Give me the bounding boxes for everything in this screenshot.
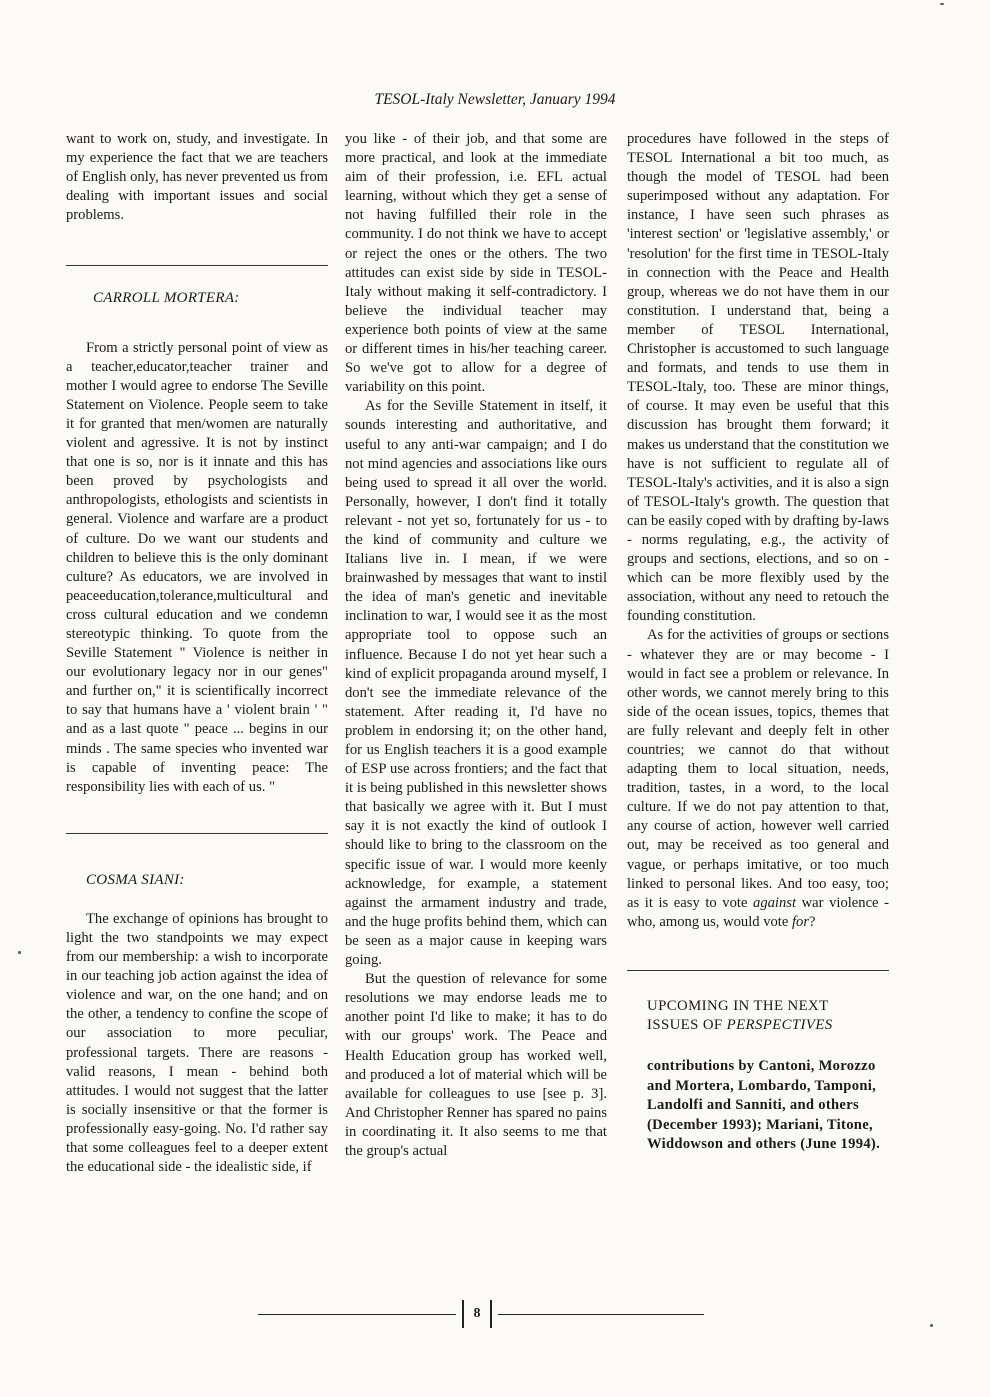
section-divider	[66, 265, 328, 266]
paragraph: As for the Seville Statement in itself, it sounds interesting and authoritative, and useful to any anti-war campaign; and I do not mind agencies and associations like ours being used to spread it all over the world. Personally, however, I don't find it totally relevant - not yet so, fortunately for us - to the kind of community and culture we Italians live in. I mean, if we were brainwashed by messages that want to instil the idea of man's genetic and inevitable inclination to war, I would see it as the most appropriate tool to oppose such an influence. Because I do not yet hear such a kind of explicit propaganda around myself, I don't see the immediate relevance of the statement. After reading it, I'd have no problem in endorsing it; on the other hand, for us English teachers it is a good example of ESP use across frontiers; and the fact that it is being published in this newsletter shows that basically we agree with it. But I must say it is not exactly the kind of outlook I should like to bring to the classroom on the specific issue of war. I would more keenly acknowledge, for example, a statement against the armament industry and trade, and the huge profits behind them, which can be seen as a major cause in keeping wars going.	[345, 398, 607, 969]
upcoming-line: UPCOMING IN THE NEXT	[647, 997, 829, 1014]
paragraph: procedures have followed in the steps of TESOL International a bit too much, as though the model of TESOL had been superimposed without any adaptation. For instance, I have seen such phrases as 'interest section' or 'legislative assembly,' or 'resolution' for the first time in TESOL-Italy in connection with the Peace and Health group, whereas we do not have them in our constitution. I understand that, being a member of TESOL International, Christopher is accustomed to such language and formats, and tends to use them in TESOL-Italy, too. These are minor things, of course. It may even be useful that this discussion has brought them forward; it makes us understand that the constitution we have is not sufficient to regulate all of TESOL-Italy's activities, and it is also a sign of TESOL-Italy's growth. The question that can be easily coped with by drafting by-laws - norms regulating, e.g., the activity of groups and sections, elections, and so on - which can be more flexibly used by the association, without any need to retouch the founding constitution.	[627, 131, 889, 625]
column-2	[345, 130, 607, 1161]
author-heading-siani: COSMA SIANI:	[86, 871, 185, 888]
column-1	[66, 130, 328, 1177]
newsletter-header: TESOL-Italy Newsletter, January 1994	[374, 91, 616, 108]
emphasis-text: for	[792, 913, 810, 930]
paragraph-text: ?	[809, 913, 816, 930]
scan-speck	[930, 1324, 933, 1327]
section-divider	[66, 833, 328, 834]
section-divider	[627, 970, 889, 971]
paragraph: The exchange of opinions has brought to light the two standpoints we may expect from our membership: a wish to incorporate in our teaching job action against the idea of violence and war, on the one hand; and on the other, a tendency to confine the scope of our association to more peculiar, professional targets. There are reasons - valid reasons, I mean - behind both attitudes. I would not suggest that the latter is socially insensitive or that the former is professionally easy-going. No. I'd rather say that some colleagues feel to a deeper extent the educational side - the idealistic side, if	[66, 910, 328, 1176]
column-3	[627, 130, 889, 1155]
paragraph: But the question of relevance for some resolutions we may endorse leads me to another point I'd like to make; it has to do with our groups' work. The Peace and Health Education group has worked well, and produced a lot of material which will be available for colleagues to use [see p. 3]. And Christopher Renner has spared no pains in coordinating it. It also seems to me that the group's actual	[345, 971, 607, 1159]
footer-rule-left	[258, 1314, 456, 1315]
paragraph: want to work on, study, and investigate. In my experience the fact that we are teachers of English only, has never prevented us from dealing with important issues and social problems.	[66, 131, 328, 224]
publication-title: PERSPECTIVES	[726, 1016, 833, 1033]
page-footer	[0, 1300, 990, 1330]
page-number: 8	[462, 1300, 492, 1328]
upcoming-heading	[647, 997, 889, 1035]
paragraph-text: war violence - who, among us, would vote	[627, 894, 889, 930]
upcoming-line	[647, 1016, 889, 1035]
paragraph: From a strictly personal point of view as a teacher,educator,teacher trainer and mother I would agree to endorse The Seville Statement on Violence. People seem to take it for granted that men/women are naturally violent and agressive. It is not by instinct that one is so, nor is it innate and this has been proved by psychologists and anthropologists, ethologists and scientists in general. Violence and warfare are a product of culture. Do we want our students and children to believe this is the only dominant culture? As educators, we are involved in peaceeducation,tolerance,multicultural and cross cultural education and we condemn stereotypic thinking. To quote from the Seville Statement " Violence is neither in our evolutionary legacy nor in our genes" and further on," it is scientifically incorrect to say that humans have a ' violent brain ' " and as a last quote " peace ... begins in our minds . The same species who invented war is capable of inventing peace: The responsibility lies with each of us. "	[66, 339, 328, 795]
upcoming-text: ISSUES OF	[647, 1016, 723, 1033]
emphasis-text: against	[753, 894, 797, 911]
scan-speck	[940, 3, 944, 5]
paragraph-text: As for the activities of groups or sections - whatever they are or may become - I would in fact see a problem or relevance. In other words, we cannot merely bring to this side of the ocean issues, topics, themes that are fully relevant and deeply felt in other countries; we cannot do that without adapting them to local situation, needs, tradition, tastes, in a word, to the local culture. If we do not pay attention to that, any course of action, however well carried out, may be received as too general and vague, or perhaps imitative, or too much linked to personal likes. And too easy, too; as it is easy to vote	[627, 627, 889, 911]
paragraph	[627, 626, 889, 932]
upcoming-contributions: contributions by Cantoni, Morozzo and Mortera, Lombardo, Tamponi, Landolfi and Sanniti, and others (December 1993); Mariani, Titone, Widdowson and others (June 1994).	[647, 1057, 881, 1153]
paragraph: you like - of their job, and that some are more practical, and look at the immediate aim of their profession, i.e. EFL actual learning, without which they get a sense of not having fulfilled their role in the community. I do not think we have to accept or reject the ones or the others. The two attitudes can exist side by side in TESOL-Italy without making it self-contradictory. I believe the individual teacher may experience both points of view at the same or different times in his/her teaching career. So we've got to allow for a degree of variability on this point.	[345, 131, 607, 396]
author-heading-mortera: CARROLL MORTERA:	[93, 290, 240, 307]
footer-rule-right	[498, 1314, 704, 1315]
scan-speck	[18, 951, 21, 954]
